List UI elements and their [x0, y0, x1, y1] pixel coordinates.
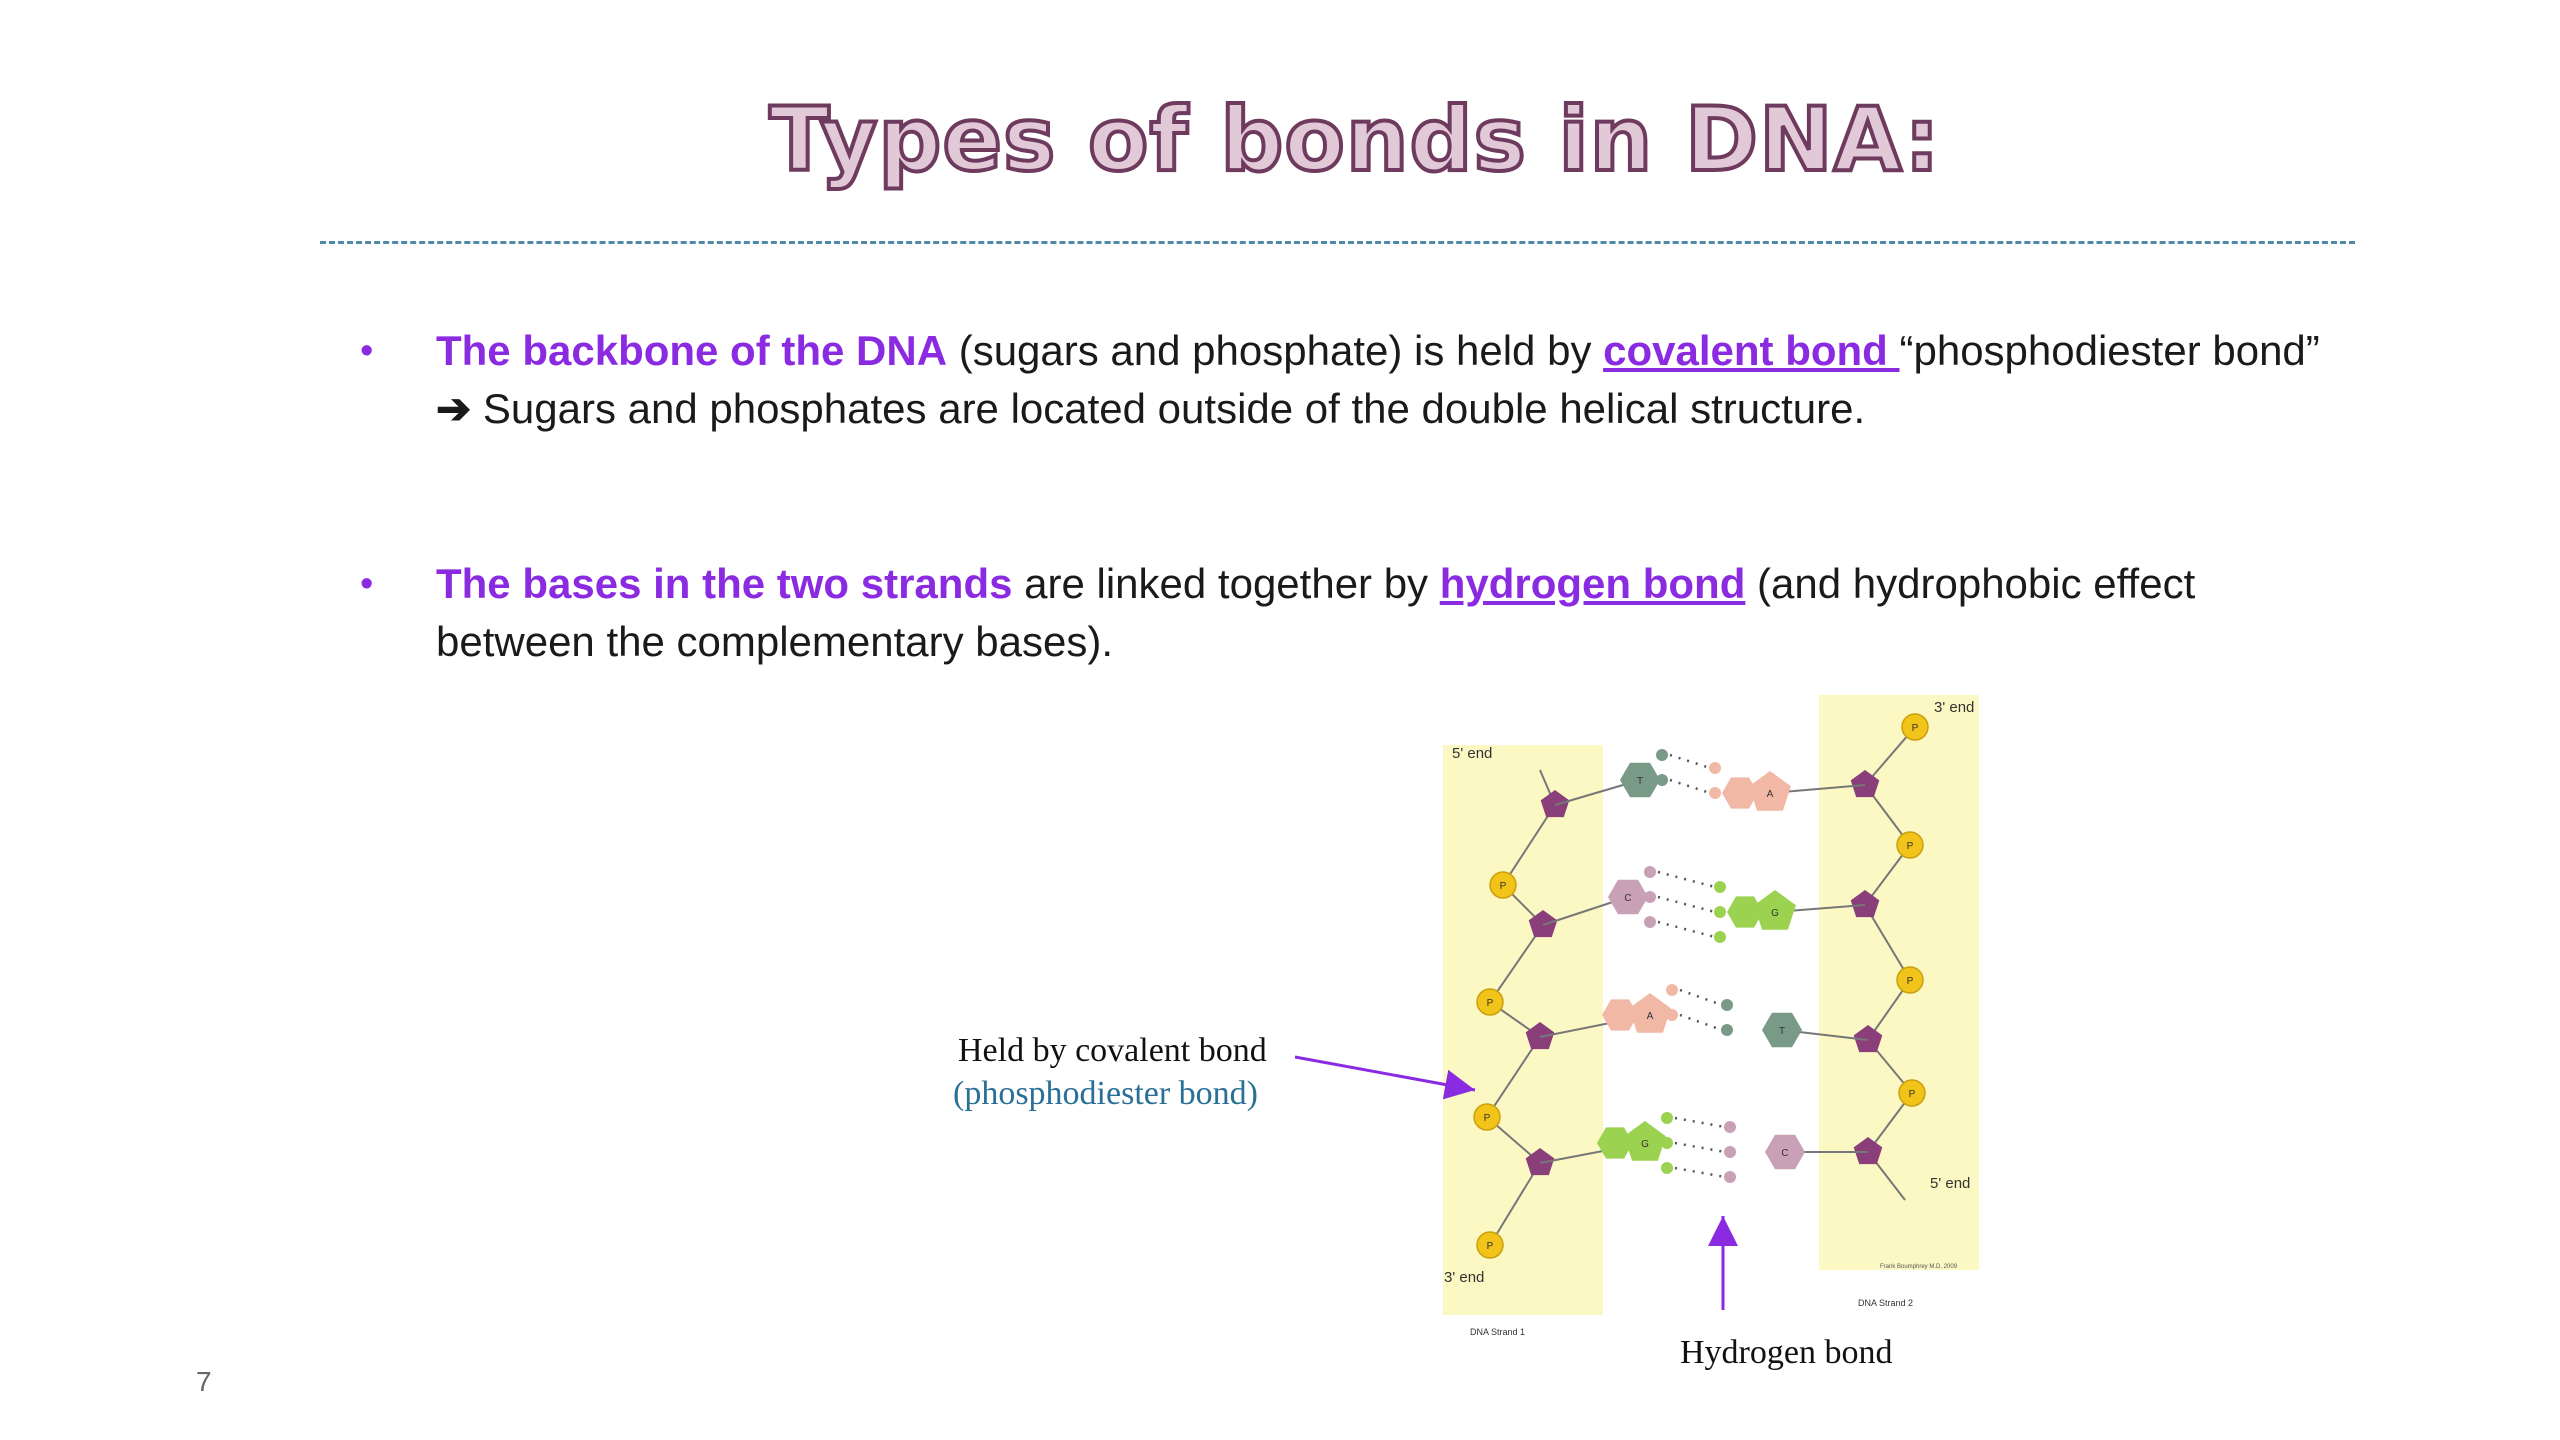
phosphate-label: P: [1906, 841, 1914, 852]
base-label: C: [1624, 893, 1632, 904]
base-ring-icon: [1602, 999, 1638, 1030]
bullet-lead: The backbone of the DNA: [436, 327, 948, 374]
strand1-name: DNA Strand 1: [1470, 1327, 1526, 1337]
atom-icon: [1724, 1121, 1736, 1133]
atom-icon: [1666, 1009, 1678, 1021]
annotation-hydrogen: Hydrogen bond: [1680, 1334, 1893, 1371]
atom-icon: [1721, 999, 1733, 1011]
hydrogen-bond-line: [1670, 780, 1710, 793]
bullet-lead: The bases in the two strands: [436, 560, 1013, 607]
hydrogen-bond-line: [1680, 990, 1722, 1005]
strand2-3-end-label: 3' end: [1934, 699, 1975, 716]
hydrogen-bond-link[interactable]: hydrogen bond: [1439, 560, 1746, 607]
bullet-rest: Sugars and phosphates are located outside of the double helical structure.: [471, 385, 1866, 432]
bullet-tail: (and hydrophobic effect between the complementary bases).: [436, 560, 2196, 665]
atom-icon: [1709, 762, 1721, 774]
base-label: T: [1778, 1026, 1786, 1037]
strand1-5-end-label: 5' end: [1452, 745, 1493, 762]
atom-icon: [1644, 866, 1656, 878]
base-ring-icon: [1722, 777, 1758, 808]
hydrogen-bond-line: [1680, 1015, 1722, 1030]
atom-icon: [1661, 1162, 1673, 1174]
bullet-dot: •: [360, 563, 374, 605]
atom-icon: [1656, 774, 1668, 786]
annotation-phosphodiester: (phosphodiester bond): [953, 1075, 1259, 1112]
base-ring-icon: [1727, 896, 1763, 927]
strand2-name: DNA Strand 2: [1858, 1298, 1914, 1308]
atom-icon: [1644, 891, 1656, 903]
atom-icon: [1714, 881, 1726, 893]
bullet-middle: (sugars and phosphate) is held by: [947, 327, 1604, 374]
atom-icon: [1724, 1146, 1736, 1158]
atom-icon: [1721, 1024, 1733, 1036]
phosphate-label: P: [1906, 976, 1914, 987]
hydrogen-bond-line: [1658, 872, 1715, 887]
page-number: 7: [196, 1366, 212, 1397]
hydrogen-bond-line: [1675, 1143, 1725, 1152]
phosphate-label: P: [1483, 1113, 1491, 1124]
hydrogen-bond-line: [1675, 1168, 1725, 1177]
bullet-dot: •: [360, 330, 374, 372]
hydrogen-bond-line: [1658, 897, 1715, 912]
atom-icon: [1709, 787, 1721, 799]
phosphate-label: P: [1486, 998, 1494, 1009]
diagram-credit: Frank Boumphrey M.D. 2009: [1880, 1264, 1958, 1270]
phosphate-label: P: [1911, 723, 1919, 734]
atom-icon: [1656, 749, 1668, 761]
base-label: C: [1781, 1148, 1789, 1159]
atom-icon: [1714, 931, 1726, 943]
atom-icon: [1724, 1171, 1736, 1183]
base-label: G: [1771, 908, 1779, 919]
phosphate-label: P: [1499, 881, 1507, 892]
covalent-bond-link[interactable]: covalent bond: [1603, 327, 1900, 374]
hydrogen-bond-line: [1670, 755, 1710, 768]
strand2-5-end-label: 5' end: [1930, 1175, 1971, 1192]
atom-icon: [1714, 906, 1726, 918]
hydrogen-bond-line: [1675, 1118, 1725, 1127]
base-label: T: [1636, 776, 1644, 787]
atom-icon: [1666, 984, 1678, 996]
hydrogen-bond-line: [1658, 922, 1715, 937]
bullet-middle: are linked together by: [1012, 560, 1440, 607]
atom-icon: [1661, 1112, 1673, 1124]
arrow-icon: ➔: [436, 385, 472, 432]
base-label: G: [1641, 1139, 1649, 1150]
phosphate-label: P: [1908, 1089, 1916, 1100]
atom-icon: [1661, 1137, 1673, 1149]
base-label: A: [1766, 789, 1774, 800]
atom-icon: [1644, 916, 1656, 928]
slide-title: Types of bonds in DNA:: [769, 88, 1941, 191]
annotation-covalent: Held by covalent bond: [958, 1032, 1267, 1069]
strand1-3-end-label: 3' end: [1444, 1269, 1485, 1286]
phosphate-label: P: [1486, 1241, 1494, 1252]
bullet-tail: “phosphodiester bond”: [1899, 327, 2320, 374]
base-label: A: [1646, 1011, 1654, 1022]
